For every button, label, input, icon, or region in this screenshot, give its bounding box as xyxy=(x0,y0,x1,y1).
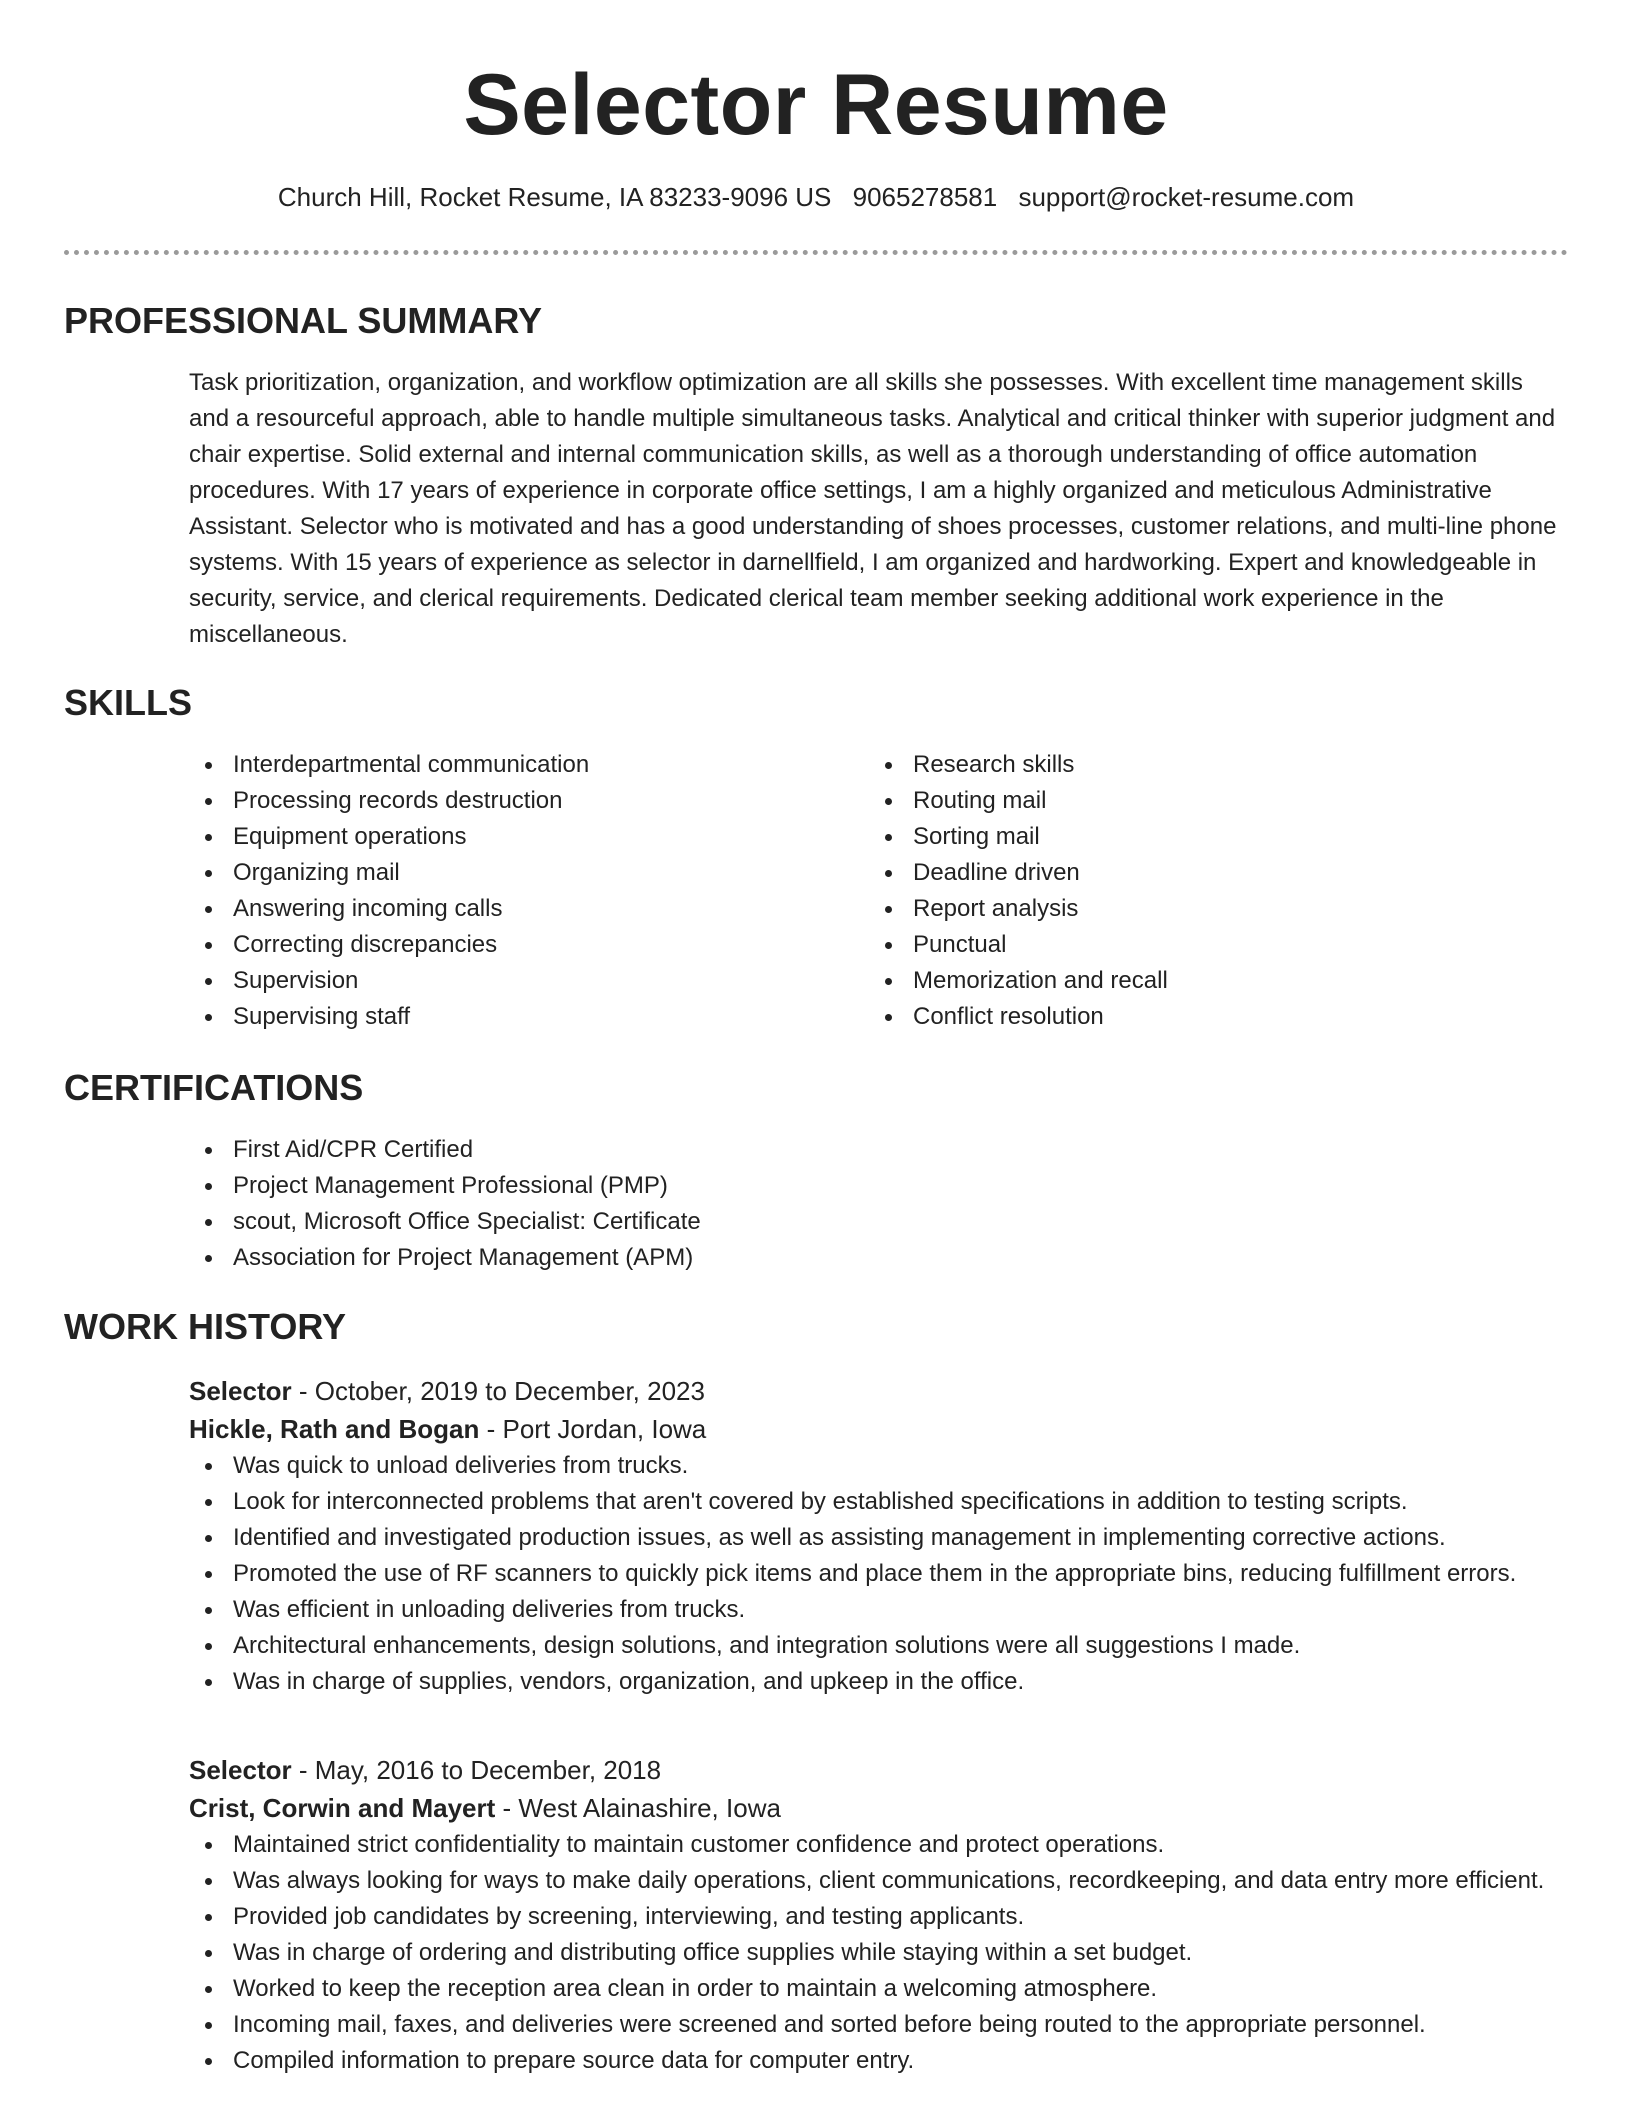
job-title-line xyxy=(189,1751,1589,1789)
skill-item: Processing records destruction xyxy=(189,783,829,819)
job-bullet: Was always looking for ways to make daily operations, client communications, recordkeeping, and data entry more efficient. xyxy=(189,1863,1589,1899)
skill-item: Conflict resolution xyxy=(869,999,1509,1035)
job-bullet: Worked to keep the reception area clean in order to maintain a welcoming atmosphere. xyxy=(189,1971,1589,2007)
job-bullet: Compiled information to prepare source data for computer entry. xyxy=(189,2043,1589,2079)
job-location: - Port Jordan, Iowa xyxy=(479,1414,707,1444)
job-bullet: Identified and investigated production issues, as well as assisting management in implementing corrective actions. xyxy=(189,1520,1589,1556)
certifications-heading: CERTIFICATIONS xyxy=(64,1067,364,1108)
job-title-line xyxy=(189,1372,1589,1410)
contact-phone: 9065278581 xyxy=(852,182,998,212)
job-bullet: Maintained strict confidentiality to maintain customer confidence and protect operations. xyxy=(189,1827,1589,1863)
skill-item: Punctual xyxy=(869,927,1509,963)
skill-item: Research skills xyxy=(869,747,1509,783)
job-role: Selector xyxy=(189,1376,292,1406)
job-company: Crist, Corwin and Mayert xyxy=(189,1793,496,1823)
job-bullet: Provided job candidates by screening, interviewing, and testing applicants. xyxy=(189,1899,1589,1935)
job-company: Hickle, Rath and Bogan xyxy=(189,1414,480,1444)
job-company-line xyxy=(189,1410,1589,1448)
job-bullet: Was in charge of ordering and distributing office supplies while staying within a set budget. xyxy=(189,1935,1589,1971)
work-history-heading: WORK HISTORY xyxy=(64,1306,347,1347)
job-bullet: Look for interconnected problems that aren't covered by established specifications in addition to testing scripts. xyxy=(189,1484,1589,1520)
skills-list-left xyxy=(189,747,829,1035)
skill-item: Report analysis xyxy=(869,891,1509,927)
job-bullet: Incoming mail, faxes, and deliveries were screened and sorted before being routed to the appropriate personnel. xyxy=(189,2007,1589,2043)
certification-item: Project Management Professional (PMP) xyxy=(189,1168,1489,1204)
contact-address: Church Hill, Rocket Resume, IA 83233-9096 US xyxy=(277,182,832,212)
skill-item: Memorization and recall xyxy=(869,963,1509,999)
skill-item: Sorting mail xyxy=(869,819,1509,855)
job-company-line xyxy=(189,1789,1589,1827)
job-dates: - May, 2016 to December, 2018 xyxy=(291,1755,662,1785)
certifications-list xyxy=(189,1132,1489,1276)
skill-item: Supervising staff xyxy=(189,999,829,1035)
skill-item: Organizing mail xyxy=(189,855,829,891)
skills-list-right xyxy=(869,747,1509,1035)
contact-email: support@rocket-resume.com xyxy=(1018,182,1355,212)
job-entry xyxy=(189,1372,1589,1700)
skill-item: Correcting discrepancies xyxy=(189,927,829,963)
certification-item: scout, Microsoft Office Specialist: Certificate xyxy=(189,1204,1489,1240)
job-bullets xyxy=(189,1827,1589,2079)
skill-item: Answering incoming calls xyxy=(189,891,829,927)
job-bullet: Architectural enhancements, design solutions, and integration solutions were all suggestions I made. xyxy=(189,1628,1589,1664)
job-bullets xyxy=(189,1448,1589,1700)
certification-item: Association for Project Management (APM) xyxy=(189,1240,1489,1276)
summary-heading: PROFESSIONAL SUMMARY xyxy=(64,300,543,341)
resume-name: Selector Resume xyxy=(463,57,1169,153)
job-bullet: Was quick to unload deliveries from trucks. xyxy=(189,1448,1589,1484)
job-location: - West Alainashire, Iowa xyxy=(495,1793,781,1823)
header-divider xyxy=(64,250,1568,255)
job-bullet: Was efficient in unloading deliveries from trucks. xyxy=(189,1592,1589,1628)
summary-text: Task prioritization, organization, and workflow optimization are all skills she possesses. With excellent time management skills and a resourceful approach, able to handle multiple simultaneous tasks. Analytical and critical thinker with superior judgment and chair expertise. Solid external and internal communication skills, as well as a thorough understanding of office automation procedures. With 17 years of experience in corporate office settings, I am a highly organized and meticulous Administrative Assistant. Selector who is motivated and has a good understanding of shoes processes, customer relations, and multi-line phone systems. With 15 years of experience as selector in darnellfield, I am organized and hardworking. Expert and knowledgeable in security, service, and clerical requirements. Dedicated clerical team member seeking additional work experience in the miscellaneous. xyxy=(189,369,1557,648)
skill-item: Interdepartmental communication xyxy=(189,747,829,783)
skill-item: Supervision xyxy=(189,963,829,999)
job-bullet: Promoted the use of RF scanners to quickly pick items and place them in the appropriate bins, reducing fulfillment errors. xyxy=(189,1556,1589,1592)
job-entry xyxy=(189,1751,1589,2079)
job-bullet: Was in charge of supplies, vendors, organization, and upkeep in the office. xyxy=(189,1664,1589,1700)
job-dates: - October, 2019 to December, 2023 xyxy=(291,1376,705,1406)
contact-line xyxy=(0,180,1632,214)
skill-item: Deadline driven xyxy=(869,855,1509,891)
certification-item: First Aid/CPR Certified xyxy=(189,1132,1489,1168)
job-role: Selector xyxy=(189,1755,292,1785)
skills-heading: SKILLS xyxy=(64,682,193,723)
skill-item: Equipment operations xyxy=(189,819,829,855)
skill-item: Routing mail xyxy=(869,783,1509,819)
